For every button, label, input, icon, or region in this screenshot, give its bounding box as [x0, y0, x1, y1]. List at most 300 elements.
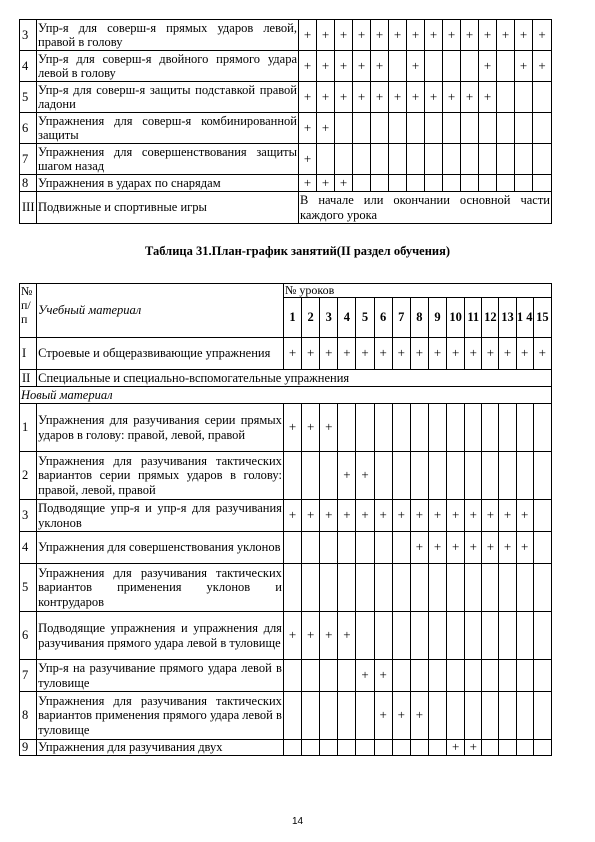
lesson-mark: [425, 175, 443, 192]
lesson-mark: [497, 113, 515, 144]
lesson-number: 9: [428, 298, 446, 338]
lesson-mark: [374, 740, 392, 756]
lesson-mark: +: [407, 51, 425, 82]
table-caption-title: .План-график занятий(II раздел обучения): [208, 244, 451, 258]
table-row: [20, 532, 552, 564]
row-number: 2: [20, 452, 37, 500]
row-material: Подводящие упр-я и упр-я для разучивания уклонов: [38, 501, 282, 530]
lesson-mark: +: [374, 338, 392, 370]
lesson-mark: [479, 113, 497, 144]
lesson-mark: [443, 113, 461, 144]
lesson-mark: [389, 144, 407, 175]
lesson-mark: [428, 692, 446, 740]
lesson-mark: [479, 175, 497, 192]
lesson-mark: [533, 564, 551, 612]
row-material: Упр-я для соверш-я защиты подставкой правой ладони: [38, 82, 297, 111]
lesson-mark: [374, 532, 392, 564]
lesson-mark: [461, 144, 479, 175]
table-row: [20, 612, 552, 660]
lesson-number: 1 4: [516, 298, 533, 338]
lesson-mark: +: [389, 20, 407, 51]
section-label: Новый материал: [20, 387, 552, 404]
page-number: 14: [291, 816, 304, 827]
lesson-mark: [302, 564, 320, 612]
lesson-mark: [516, 564, 533, 612]
lesson-mark: +: [533, 51, 552, 82]
row-number: 4: [20, 532, 37, 564]
lesson-mark: +: [283, 404, 301, 452]
lesson-mark: [335, 113, 353, 144]
lesson-mark: [482, 660, 499, 692]
lesson-number: 6: [374, 298, 392, 338]
lesson-mark: +: [335, 51, 353, 82]
lesson-mark: [302, 740, 320, 756]
lesson-mark: +: [371, 82, 389, 113]
lesson-mark: +: [515, 51, 533, 82]
lesson-mark: [410, 660, 428, 692]
lesson-mark: [353, 113, 371, 144]
lesson-mark: [428, 564, 446, 612]
lesson-mark: [407, 175, 425, 192]
lesson-mark: [447, 660, 465, 692]
lesson-mark: +: [499, 532, 516, 564]
lesson-mark: [389, 51, 407, 82]
lesson-mark: [356, 404, 374, 452]
lesson-mark: [447, 452, 465, 500]
lesson-mark: [499, 692, 516, 740]
table-row: [20, 82, 552, 113]
lesson-mark: +: [317, 20, 335, 51]
lesson-mark: [516, 740, 533, 756]
lesson-mark: +: [428, 338, 446, 370]
lesson-mark: +: [338, 452, 356, 500]
table-row: [20, 452, 552, 500]
lesson-mark: +: [447, 532, 465, 564]
lesson-mark: +: [461, 82, 479, 113]
lesson-mark: [499, 404, 516, 452]
lesson-mark: +: [317, 51, 335, 82]
row-number: 6: [20, 113, 37, 144]
lesson-mark: [283, 692, 301, 740]
lesson-mark: +: [338, 612, 356, 660]
lesson-mark: [428, 660, 446, 692]
lesson-mark: [410, 452, 428, 500]
lesson-mark: [374, 612, 392, 660]
header-row: [20, 284, 552, 298]
lesson-mark: [320, 452, 338, 500]
lesson-mark: +: [371, 51, 389, 82]
lesson-number: 3: [320, 298, 338, 338]
table-caption-number: Таблица 31: [144, 244, 209, 258]
lesson-mark: [283, 660, 301, 692]
lesson-mark: [392, 612, 410, 660]
table-row: [20, 175, 552, 192]
lesson-mark: +: [299, 82, 317, 113]
lesson-mark: [428, 740, 446, 756]
lesson-mark: +: [299, 20, 317, 51]
lesson-mark: [392, 404, 410, 452]
table-row: [20, 338, 552, 370]
lesson-mark: [407, 144, 425, 175]
lesson-mark: [533, 612, 551, 660]
lesson-mark: [516, 612, 533, 660]
header-lessons: № уроков: [283, 284, 551, 298]
lesson-mark: +: [317, 113, 335, 144]
lesson-mark: [302, 532, 320, 564]
lesson-mark: [465, 612, 482, 660]
lesson-mark: [302, 692, 320, 740]
row-number: 6: [20, 612, 37, 660]
lesson-mark: [338, 532, 356, 564]
lesson-mark: [465, 692, 482, 740]
lesson-mark: +: [335, 175, 353, 192]
row-material: Упражнения в ударах по снарядам: [37, 175, 299, 192]
lesson-mark: +: [356, 660, 374, 692]
lesson-mark: [499, 564, 516, 612]
lesson-mark: [392, 740, 410, 756]
lesson-mark: +: [283, 500, 301, 532]
lesson-mark: [283, 532, 301, 564]
lesson-mark: [497, 51, 515, 82]
lesson-mark: +: [407, 20, 425, 51]
lesson-mark: +: [389, 82, 407, 113]
lesson-mark: +: [499, 338, 516, 370]
lesson-mark: +: [461, 20, 479, 51]
lesson-number: 4: [338, 298, 356, 338]
row-number: 3: [20, 500, 37, 532]
lesson-number: 7: [392, 298, 410, 338]
lesson-mark: +: [392, 500, 410, 532]
row-material: Упр-я для соверш-я прямых ударов левой, правой в голову: [38, 20, 297, 49]
lesson-mark: +: [299, 175, 317, 192]
lesson-number: 8: [410, 298, 428, 338]
lesson-mark: [338, 692, 356, 740]
table-row: [20, 144, 552, 175]
lesson-mark: +: [338, 500, 356, 532]
lesson-mark: [516, 660, 533, 692]
lesson-mark: [410, 564, 428, 612]
lesson-mark: [499, 452, 516, 500]
row-number: 1: [20, 404, 37, 452]
lesson-mark: [320, 692, 338, 740]
lesson-mark: +: [302, 404, 320, 452]
lesson-mark: [428, 404, 446, 452]
lesson-mark: [465, 452, 482, 500]
lesson-mark: +: [320, 338, 338, 370]
lesson-mark: [515, 144, 533, 175]
lesson-mark: +: [499, 500, 516, 532]
row-material: Упражнения для совершенствования защиты шагом назад: [38, 144, 297, 173]
lesson-mark: [392, 452, 410, 500]
lesson-mark: +: [410, 338, 428, 370]
row-material: Специальные и специально-вспомогательные упражнения: [37, 370, 552, 387]
lesson-mark: +: [317, 82, 335, 113]
lesson-mark: +: [392, 692, 410, 740]
lesson-mark: [479, 144, 497, 175]
lesson-mark: [499, 660, 516, 692]
lesson-mark: [533, 452, 551, 500]
lesson-mark: +: [283, 338, 301, 370]
row-material: Упражнения для разучивания тактических вариантов серии прямых ударов в голову: правой, левой, правой: [37, 452, 284, 500]
lesson-mark: [533, 692, 551, 740]
lesson-mark: +: [482, 500, 499, 532]
lesson-mark: [338, 660, 356, 692]
lesson-mark: [443, 144, 461, 175]
row-material: Упражнения для разучивания серии прямых ударов в голову: правой, левой, правой: [37, 404, 284, 452]
lesson-mark: [447, 564, 465, 612]
row-number: 8: [20, 175, 37, 192]
lesson-mark: [353, 144, 371, 175]
header-material: Учебный материал: [37, 284, 284, 338]
row-material: Подводящие упражнения и упражнения для разучивания прямого удара левой в туловище: [37, 612, 284, 660]
lesson-mark: +: [320, 500, 338, 532]
table-row: [20, 500, 552, 532]
lesson-mark: [392, 532, 410, 564]
lesson-mark: [410, 740, 428, 756]
lesson-mark: +: [410, 532, 428, 564]
table-row: [20, 660, 552, 692]
lesson-mark: [533, 660, 551, 692]
lesson-mark: [447, 692, 465, 740]
lesson-mark: [356, 564, 374, 612]
lesson-mark: +: [428, 500, 446, 532]
lesson-mark: +: [353, 51, 371, 82]
lesson-mark: [283, 740, 301, 756]
lesson-mark: +: [482, 338, 499, 370]
lesson-mark: [374, 404, 392, 452]
lesson-mark: +: [533, 20, 552, 51]
lesson-mark: +: [465, 740, 482, 756]
lesson-number: 11: [465, 298, 482, 338]
lesson-mark: [533, 532, 551, 564]
lesson-mark: +: [320, 404, 338, 452]
lesson-mark: +: [447, 500, 465, 532]
lesson-mark: [302, 660, 320, 692]
lesson-mark: [447, 612, 465, 660]
lesson-mark: +: [425, 20, 443, 51]
table-row: [20, 740, 552, 756]
lesson-mark: [482, 452, 499, 500]
lesson-mark: [516, 692, 533, 740]
lesson-mark: [497, 144, 515, 175]
lesson-mark: +: [515, 20, 533, 51]
row-material: Упр-я для соверш-я двойного прямого удара левой в голову: [38, 51, 297, 80]
table-caption: [0, 244, 595, 259]
table-row: [20, 20, 552, 51]
lesson-mark: +: [392, 338, 410, 370]
lesson-mark: [515, 113, 533, 144]
lesson-mark: [461, 175, 479, 192]
lesson-mark: [533, 175, 552, 192]
row-number: 7: [20, 144, 37, 175]
lesson-mark: [482, 564, 499, 612]
lesson-mark: +: [443, 82, 461, 113]
lesson-mark: [371, 175, 389, 192]
row-material: Строевые и общеразвивающие упражнения: [37, 338, 284, 370]
plan-table-section-2: [19, 283, 552, 756]
lesson-mark: [317, 144, 335, 175]
row-material: Упражнения для разучивания тактических вариантов применения прямого удара левой в туловище: [37, 692, 284, 740]
lesson-mark: [425, 51, 443, 82]
lesson-mark: [533, 500, 551, 532]
lesson-mark: [533, 740, 551, 756]
lesson-mark: +: [374, 500, 392, 532]
lesson-number: 5: [356, 298, 374, 338]
row-number: 4: [20, 51, 37, 82]
row-number: II: [20, 370, 37, 387]
lesson-mark: [482, 404, 499, 452]
lesson-mark: [356, 532, 374, 564]
lesson-mark: [497, 82, 515, 113]
lesson-mark: +: [425, 82, 443, 113]
row-note: В начале или окончании основной части каждого урока: [300, 193, 550, 222]
lesson-mark: [516, 452, 533, 500]
lesson-mark: [425, 144, 443, 175]
lesson-mark: +: [320, 612, 338, 660]
lesson-mark: +: [371, 20, 389, 51]
lesson-mark: [283, 564, 301, 612]
row-number: III: [20, 192, 37, 224]
lesson-mark: +: [302, 338, 320, 370]
lesson-mark: +: [428, 532, 446, 564]
lesson-mark: [515, 82, 533, 113]
lesson-mark: [302, 452, 320, 500]
table-row: [20, 51, 552, 82]
lesson-mark: +: [465, 338, 482, 370]
lesson-mark: +: [299, 113, 317, 144]
lesson-mark: +: [516, 500, 533, 532]
row-material: Упражнения для разучивания тактических вариантов применения уклонов и контрударов: [37, 564, 284, 612]
lesson-mark: +: [283, 612, 301, 660]
lesson-mark: +: [497, 20, 515, 51]
lesson-number: 10: [447, 298, 465, 338]
lesson-mark: [461, 113, 479, 144]
lesson-mark: [353, 175, 371, 192]
row-number: 5: [20, 82, 37, 113]
lesson-mark: [356, 740, 374, 756]
lesson-mark: +: [302, 612, 320, 660]
row-number: 3: [20, 20, 37, 51]
lesson-mark: [320, 740, 338, 756]
lesson-mark: [371, 113, 389, 144]
lesson-mark: +: [299, 51, 317, 82]
lesson-mark: +: [479, 51, 497, 82]
lesson-mark: +: [353, 20, 371, 51]
lesson-number: 15: [533, 298, 551, 338]
lesson-mark: +: [447, 740, 465, 756]
lesson-mark: +: [516, 338, 533, 370]
lesson-mark: +: [447, 338, 465, 370]
lesson-mark: [499, 740, 516, 756]
lesson-mark: +: [374, 660, 392, 692]
lesson-mark: [389, 113, 407, 144]
lesson-mark: [465, 404, 482, 452]
lesson-mark: [356, 612, 374, 660]
lesson-mark: [371, 144, 389, 175]
lesson-mark: [516, 404, 533, 452]
row-number: 9: [20, 740, 37, 756]
row-material: Упражнения для совершенствования уклонов: [37, 532, 284, 564]
lesson-mark: [497, 175, 515, 192]
row-material: Упражнения для соверш-я комбинированной защиты: [38, 113, 297, 142]
lesson-mark: [338, 740, 356, 756]
plan-table-continued: [19, 19, 552, 224]
table-row: [20, 564, 552, 612]
lesson-mark: [356, 692, 374, 740]
lesson-mark: [482, 692, 499, 740]
table-row: [20, 113, 552, 144]
lesson-mark: +: [299, 144, 317, 175]
lesson-mark: [320, 564, 338, 612]
lesson-mark: [443, 51, 461, 82]
lesson-mark: +: [356, 338, 374, 370]
lesson-mark: [515, 175, 533, 192]
row-material: Упр-я на разучивание прямого удара левой в туловище: [38, 661, 282, 690]
table-row: [20, 404, 552, 452]
lesson-mark: +: [317, 175, 335, 192]
lesson-mark: +: [407, 82, 425, 113]
lesson-mark: [374, 564, 392, 612]
lesson-mark: [425, 113, 443, 144]
header-num: № п/п: [20, 284, 37, 338]
section-row: [20, 387, 552, 404]
lesson-mark: +: [479, 82, 497, 113]
lesson-mark: +: [443, 20, 461, 51]
lesson-mark: [499, 612, 516, 660]
lesson-mark: +: [516, 532, 533, 564]
lesson-mark: +: [335, 20, 353, 51]
lesson-mark: [461, 51, 479, 82]
row-number: I: [20, 338, 37, 370]
lesson-mark: [338, 404, 356, 452]
lesson-mark: [447, 404, 465, 452]
table-row: [20, 192, 552, 224]
lesson-mark: [320, 532, 338, 564]
lesson-mark: +: [410, 500, 428, 532]
lesson-mark: [465, 564, 482, 612]
lesson-mark: [533, 144, 552, 175]
lesson-mark: [335, 144, 353, 175]
lesson-number: 2: [302, 298, 320, 338]
lesson-number: 1: [283, 298, 301, 338]
row-material: Подвижные и спортивные игры: [37, 192, 299, 224]
lesson-mark: [428, 612, 446, 660]
lesson-mark: [410, 404, 428, 452]
lesson-mark: +: [465, 500, 482, 532]
lesson-mark: +: [353, 82, 371, 113]
lesson-mark: [465, 660, 482, 692]
lesson-mark: [389, 175, 407, 192]
lesson-mark: [320, 660, 338, 692]
lesson-mark: [533, 113, 552, 144]
lesson-mark: [392, 660, 410, 692]
lesson-mark: [533, 82, 552, 113]
lesson-mark: [533, 404, 551, 452]
lesson-mark: +: [338, 338, 356, 370]
lesson-mark: +: [465, 532, 482, 564]
lesson-mark: [283, 452, 301, 500]
lesson-number: 13: [499, 298, 516, 338]
lesson-mark: +: [374, 692, 392, 740]
table-row: [20, 370, 552, 387]
lesson-mark: +: [533, 338, 551, 370]
table-row: [20, 692, 552, 740]
lesson-mark: +: [479, 20, 497, 51]
lesson-mark: [443, 175, 461, 192]
lesson-mark: [392, 564, 410, 612]
lesson-mark: +: [482, 532, 499, 564]
row-number: 8: [20, 692, 37, 740]
